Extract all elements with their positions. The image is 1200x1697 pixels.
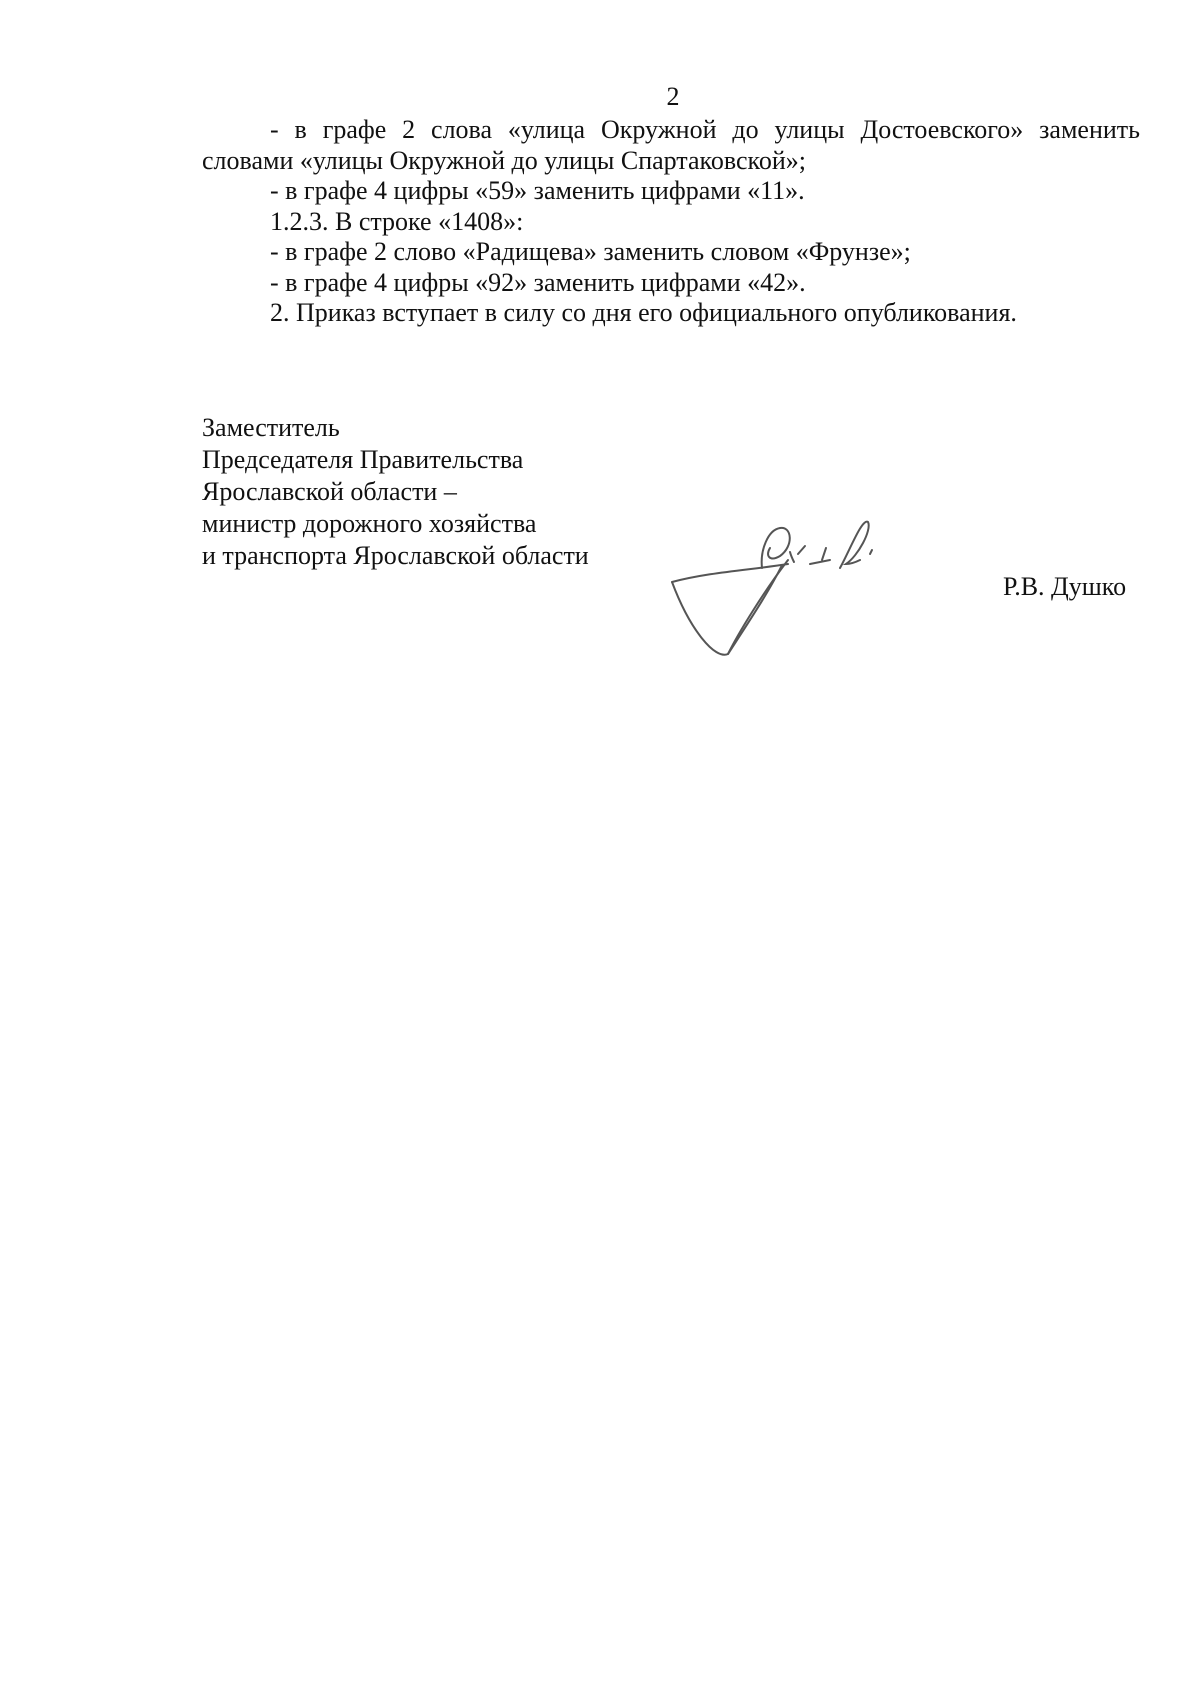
signatory-title-line: и транспорта Ярославской области: [202, 541, 589, 570]
signatory-title-line: Председателя Правительства: [202, 445, 524, 474]
document-body: [202, 115, 1140, 329]
paragraph: - в графе 4 цифры «59» заменить цифрами «11».: [270, 176, 805, 205]
page-number: 2: [666, 82, 680, 111]
signatory-title-line: министр дорожного хозяйства: [202, 509, 537, 538]
paragraph: - в графе 2 слова «улица Окружной до улицы Достоевского» заменить словами «улицы Окружной до улицы Спартаковской»;: [202, 115, 1140, 175]
paragraph: 2. Приказ вступает в силу со дня его официального опубликования.: [270, 298, 1017, 327]
signatory-title-line: Заместитель: [202, 413, 340, 442]
paragraph: 1.2.3. В строке «1408»:: [270, 206, 524, 236]
paragraph: - в графе 4 цифры «92» заменить цифрами «42».: [270, 267, 806, 297]
paragraph: - в графе 2 слово «Радищева» заменить словом «Фрунзе»;: [270, 237, 911, 266]
signatory-title: [202, 412, 589, 572]
handwritten-signature: [670, 520, 920, 720]
signatory-title-line: Ярославской области –: [202, 477, 457, 506]
signatory-name: Р.В. Душко: [1003, 572, 1127, 601]
